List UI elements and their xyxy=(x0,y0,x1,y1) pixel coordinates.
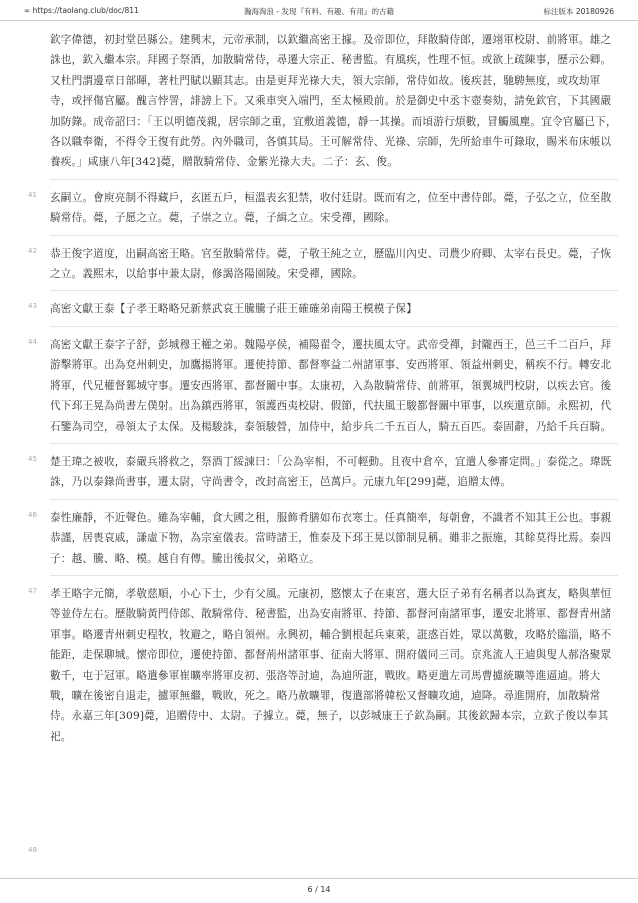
divider xyxy=(50,290,618,291)
paragraph-number: 47 xyxy=(28,586,37,595)
divider xyxy=(50,235,618,236)
paragraph-text: 欽字偉德，初封堂邑縣公。建興末，元帝承制，以欽繼高密王據。及帝即位，拜散騎侍郎，遷翊軍校尉、前將軍。雄之誅也，欽入繼本宗。拜國子祭酒，加散騎常侍，尋遷大宗正、秘書監。有風疾，性理不恒。或欲上疏陳事，歷示公卿。又杜門謂邊章日部暉，著杜門賦以顯其志。由是更拜光祿大夫，領大宗師，常侍如故。後疾甚，馳騁無度，或攻劫軍寺，或抨傷官屬。醜言悖詈，誹謗上下。又乘車突入端門，至太極殿前。於是御史中丞卞壺奏劾，請免欽官，下其國嚴加防錄。成帝詔曰：「王以明德茂親，居宗師之重，宜敷道義德，靜一其操。而頃游行煩數，冒觸風塵。宜令官屬已下，各以職奉衛，不得令王復有此勞。內外職司，各慎其局。王可解常侍、光祿、宗師，先所給車牛可錄取，賜米布床帳以養疾。」咸康八年[342]薨，贈散騎常侍、金紫光祿大夫。二子：玄、俊。 xyxy=(50,34,617,169)
paragraph-number: 48 xyxy=(28,846,37,854)
paragraph xyxy=(28,584,618,747)
paragraph-text: 高密文獻王泰【子孝王略略兄新蔡武哀王騰騰子莊王確確弟南陽王模模子保】 xyxy=(50,303,417,316)
paragraph-text: 高密文獻王泰字子舒，彭城穆王權之弟。魏陽亭侯，補陽翟令，遷扶風太守。武帝受禪，封隴西王，邑三千二百戶，拜游擊將軍。出為兗州刺史，加鷹揚將軍。遷使持節、都督寧益二州諸軍事、安西將軍、領益州刺史，稱疾不行。轉安北將軍，代兄權督鄴城守事。遷安西將軍、都督關中事。太康初，入為散騎常侍、前將軍，領翼城門校尉，以疾去官。後代下邳王晃為尚書左僕射。出為鎮西將軍，領護西夷校尉、假節，代扶風王駿都督關中軍事，以疾還京師。永熙初，代石鑒為司空，尋領太子太保。及楊駿誅，泰領駿營，加侍中，給步兵二千五百人，騎五百匹。泰固辭，乃給千兵百騎。 xyxy=(50,338,612,433)
paragraph xyxy=(28,508,618,569)
header-title: 瀚海淘浪 - 发现『有料、有趣、有用』的古籍 xyxy=(244,7,394,16)
divider xyxy=(50,179,618,180)
paragraph xyxy=(28,299,618,319)
paragraph xyxy=(28,188,618,229)
paragraph-text: 楚王瑋之被收，泰嚴兵將救之，祭酒丁綏諫曰：「公為宰相，不可輕動。且夜中倉卒，宜遣人參審定問。」泰從之。瑋既誅，乃以泰錄尚書事，遷太尉，守尚書令，改封高密王，邑萬戶。元康九年[299]薨，追贈太傅。 xyxy=(50,455,612,489)
header-url[interactable]: ∞ https://taolang.club/doc/811 xyxy=(24,6,139,15)
paragraph-text: 恭王俊字道度，出嗣高密王略。官至散騎常侍。薨，子敬王純之立，歷臨川內史、司農少府卿、太宰右長史。薨，子恢之立。義熙末，以給事中兼太尉，修謁洛陽園陵。宋受禪，國除。 xyxy=(50,247,612,281)
divider xyxy=(50,575,618,576)
paragraph xyxy=(28,244,618,285)
paragraph-text: 玄嗣立。會庾亮制不得藏戶，玄匿五戶，桓溫表玄犯禁，收付廷尉。既而宥之，位至中書侍郎。薨，子弘之立，位至散騎常侍。薨，子愿之立。薨，子崇之立。薨，子緝之立。宋受禪，國除。 xyxy=(50,191,612,225)
paragraph-text: 泰性廉靜，不近聲色。雖為宰輔，食大國之租，服飾肴膳如布衣寒士。任真簡率，每朝會，不識者不知其王公也。事親恭謹，居喪哀戚，謙虛下物，為宗室儀表。當時諸王，惟泰及下邳王晃以節制見稱。雖非之振施，其餘莫得比焉。泰四子：越、騰、略、模。越自有傳。騰出後叔父，弟略立。 xyxy=(50,511,612,565)
paragraph-number: 42 xyxy=(28,246,37,255)
divider xyxy=(50,443,618,444)
paragraph-number: 43 xyxy=(28,302,37,311)
page-number: 6 / 14 xyxy=(307,885,331,894)
paragraph-number: 46 xyxy=(28,510,37,519)
divider xyxy=(50,326,618,327)
paragraph xyxy=(28,452,618,493)
page-header xyxy=(0,0,638,21)
paragraph-number: 41 xyxy=(28,190,37,199)
page-footer xyxy=(0,878,638,894)
paragraph xyxy=(28,335,618,437)
document-body xyxy=(28,30,618,753)
paragraph-number: 45 xyxy=(28,454,37,463)
divider xyxy=(50,499,618,500)
paragraph-number: 44 xyxy=(28,337,37,346)
header-version: 标注版本 20180926 xyxy=(543,7,614,16)
paragraph-text: 孝王略字元簡，孝敬慈順，小心下士，少有父風。元康初，愍懷太子在東宮，選大臣子弟有名稱者以為賓友，略與華恒等並侍左右。歷散騎黃門侍郎、散騎常侍、秘書監，出為安南將軍、持節、都督河南諸軍事，遷安北將軍、都督青州諸軍事。略遷青州刺史程牧，牧避之，略自領州。永興初，輔合劉根起兵東萊，誑惑百姓，眾以萬數，攻略於臨淄，略不能距，走保聊城。懷帝即位，遷使持節、都督荊州諸軍事、征南大將軍、開府儀同三司。京兆流人王逌與叟人郝洛聚眾數千，屯于冠軍。略遣參軍崔曠率將軍皮初、張洛等討逌，為逌所誑，戰敗。略更遣左司馬曹攄統曠等進逼逌。將大戰，曠在後密自退走，攄軍無繼，戰敗，死之。略乃赦曠罪，復遣部將韓松又督曠攻逌，逌降。尋進開府，加散騎常侍。永嘉三年[309]薨，追贈侍中、太尉。子據立。薨，無子，以彭城康王子欽為嗣。其後欽歸本宗，立欽子俊以奉其祀。 xyxy=(50,587,612,743)
paragraph xyxy=(28,30,618,173)
